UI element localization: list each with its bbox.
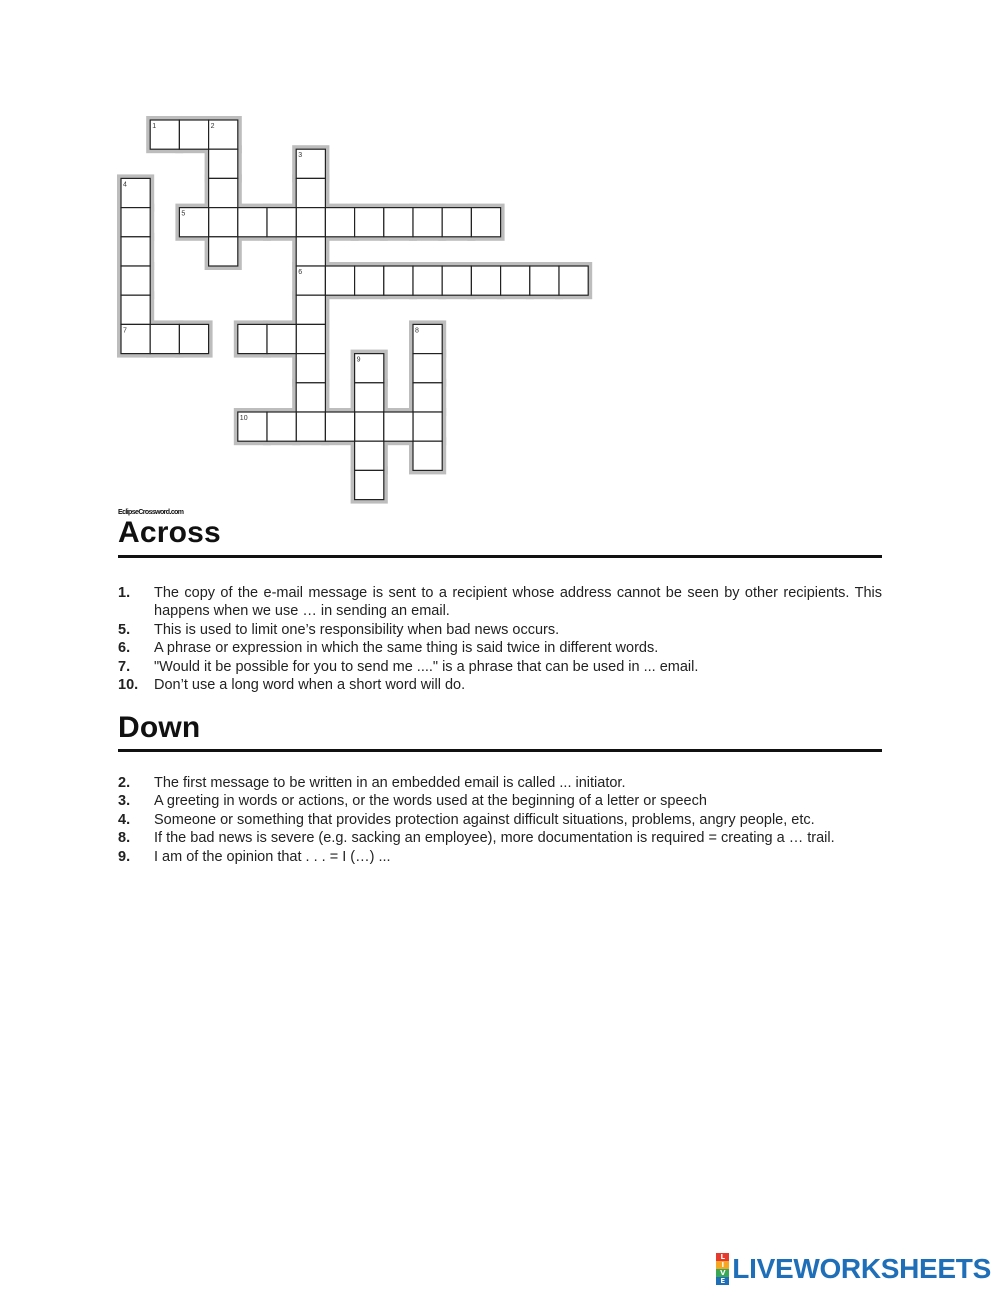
crossword-cell[interactable] <box>238 208 267 237</box>
cell-number: 10 <box>239 415 248 422</box>
clue-number: 10. <box>118 677 139 694</box>
crossword-cell[interactable] <box>413 412 442 441</box>
crossword-cell[interactable] <box>413 208 442 237</box>
clue-item <box>118 774 882 792</box>
cell-number: 5 <box>181 210 186 218</box>
cell-number: 4 <box>123 181 127 189</box>
crossword-cell[interactable] <box>296 412 325 441</box>
cell-number: 6 <box>298 269 303 276</box>
crossword-cell[interactable] <box>325 412 354 441</box>
crossword-cell[interactable] <box>413 441 442 470</box>
brand-name: LIVEWORKSHEETS <box>732 1253 991 1284</box>
cell-number: 8 <box>415 327 419 335</box>
crossword-cell[interactable] <box>267 208 296 237</box>
crossword-cell[interactable] <box>121 208 150 237</box>
crossword-cell[interactable] <box>296 178 325 207</box>
clue-text: This is used to limit one’s responsibility when bad news occurs. <box>154 621 560 638</box>
crossword-cell[interactable] <box>296 295 325 324</box>
cell-number: 1 <box>152 123 157 130</box>
crossword-cell[interactable] <box>209 149 238 178</box>
crossword-cell[interactable] <box>559 266 588 295</box>
crossword-cell[interactable] <box>209 208 238 237</box>
clue-number: 6. <box>118 640 131 657</box>
crossword-grid <box>0 0 600 520</box>
clue-number: 7. <box>118 658 131 675</box>
crossword-cell[interactable] <box>267 412 296 441</box>
clue-text: I am of the opinion that . . . = I (…) ... <box>154 848 391 865</box>
clue-text: Someone or something that provides protection against difficult situations, problems, angry people, etc. <box>154 811 815 828</box>
crossword-cell[interactable] <box>530 266 559 295</box>
crossword-cell[interactable] <box>442 208 471 237</box>
crossword-cell[interactable] <box>296 324 325 353</box>
clue-text: The first message to be written in an embedded email is called ... initiator. <box>154 775 626 791</box>
crossword-cell[interactable] <box>121 237 150 266</box>
crossword-cell[interactable] <box>384 266 413 295</box>
crossword-cell[interactable] <box>150 324 179 353</box>
clue-item <box>118 658 882 676</box>
clue-text: If the bad news is severe (e.g. sacking an employee), more documentation is required = creating a … trail. <box>154 830 835 847</box>
crossword-cell[interactable] <box>442 266 471 295</box>
clue-item <box>118 584 882 621</box>
clue-text: Don’t use a long word when a short word will do. <box>154 677 466 694</box>
crossword-cell[interactable] <box>296 237 325 266</box>
puzzle-credit: EclipseCrossword.com <box>118 509 184 516</box>
clue-text: "Would it be possible for you to send me ...." is a phrase that can be used in ... email. <box>154 658 699 675</box>
crossword-cell[interactable] <box>179 120 208 149</box>
clue-item <box>118 848 882 866</box>
clue-item <box>118 811 882 829</box>
liveworksheets-logo <box>716 1254 991 1284</box>
clue-number: 8. <box>118 830 131 847</box>
crossword-cell[interactable] <box>355 266 384 295</box>
brand-mark-letter: I <box>716 1261 729 1269</box>
down-heading: Down <box>118 711 201 744</box>
clue-text: A greeting in words or actions, or the words used at the beginning of a letter or speech <box>154 793 707 810</box>
clue-number: 9. <box>118 848 131 865</box>
crossword-cell[interactable] <box>296 383 325 412</box>
clue-number: 3. <box>118 793 131 810</box>
crossword-cell[interactable] <box>471 266 500 295</box>
brand-mark-letter: L <box>716 1253 729 1261</box>
clue-number: 5. <box>118 621 131 638</box>
cell-number: 3 <box>298 152 303 160</box>
clue-item <box>118 676 882 694</box>
clue-item <box>118 621 882 639</box>
crossword-cell[interactable] <box>413 354 442 383</box>
crossword-cell[interactable] <box>355 383 384 412</box>
clue-number: 2. <box>118 775 131 791</box>
crossword-cell[interactable] <box>384 208 413 237</box>
crossword-cell[interactable] <box>355 470 384 499</box>
crossword-cell[interactable] <box>296 208 325 237</box>
across-divider <box>118 555 882 558</box>
crossword-cell[interactable] <box>325 208 354 237</box>
crossword-cell[interactable] <box>121 295 150 324</box>
clue-item <box>118 792 882 810</box>
across-heading: Across <box>118 516 221 549</box>
clue-text: The copy of the e-mail message is sent to a recipient whose address cannot be seen by other recipients. This happens when we use … in sending an email. <box>154 585 882 620</box>
cell-number: 7 <box>123 327 127 335</box>
clue-item <box>118 639 882 657</box>
brand-mark-letter: V <box>716 1269 729 1277</box>
clue-text: A phrase or expression in which the same thing is said twice in different words. <box>154 640 659 657</box>
crossword-cell[interactable] <box>471 208 500 237</box>
liveworksheets-mark-icon <box>716 1253 729 1285</box>
crossword-cell[interactable] <box>121 266 150 295</box>
crossword-cell[interactable] <box>355 441 384 470</box>
crossword-cell[interactable] <box>209 237 238 266</box>
crossword-cell[interactable] <box>179 324 208 353</box>
crossword-cell[interactable] <box>267 324 296 353</box>
across-clue-list <box>118 584 882 694</box>
cell-number: 2 <box>210 123 215 130</box>
crossword-cell[interactable] <box>238 324 267 353</box>
crossword-cell[interactable] <box>296 354 325 383</box>
down-divider <box>118 749 882 752</box>
crossword-cell[interactable] <box>209 178 238 207</box>
clue-item <box>118 829 882 847</box>
brand-mark-letter: E <box>716 1277 729 1285</box>
clue-number: 4. <box>118 811 131 828</box>
crossword-cell[interactable] <box>355 412 384 441</box>
crossword-cell[interactable] <box>501 266 530 295</box>
cell-number: 9 <box>356 356 361 364</box>
crossword-cell[interactable] <box>325 266 354 295</box>
crossword-cell[interactable] <box>413 383 442 412</box>
clue-number: 1. <box>118 585 131 601</box>
crossword-cell[interactable] <box>384 412 413 441</box>
crossword-cell[interactable] <box>413 266 442 295</box>
down-clue-list <box>118 774 882 866</box>
crossword-cell[interactable] <box>355 208 384 237</box>
